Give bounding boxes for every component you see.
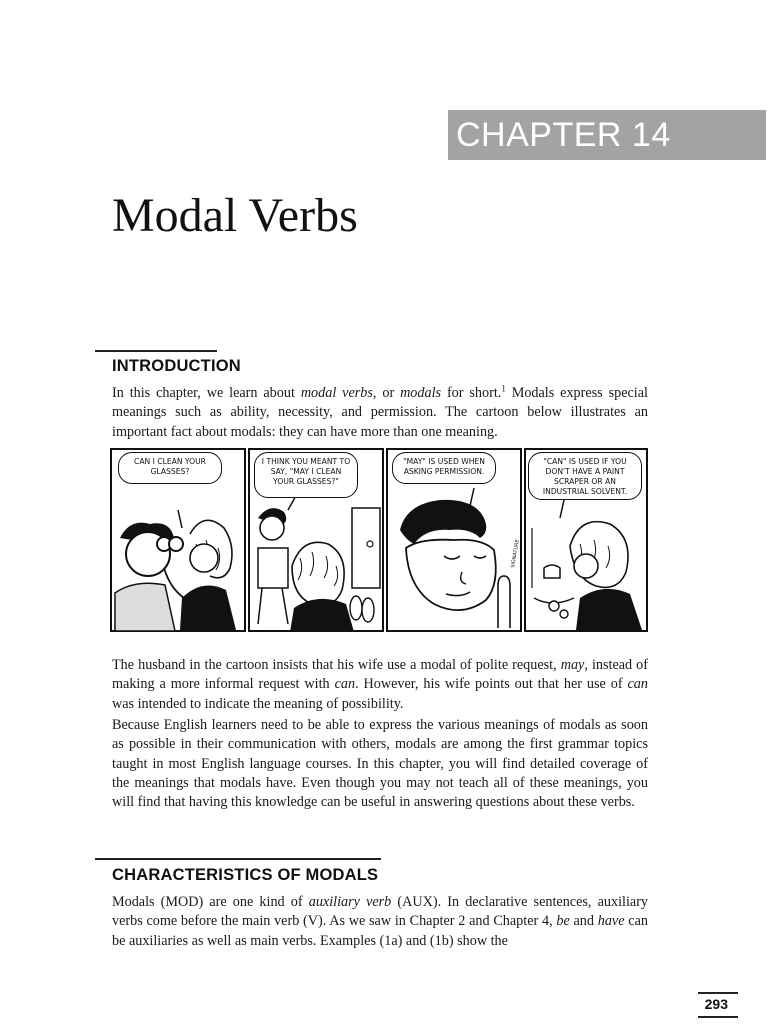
svg-text:SIGNATURE: SIGNATURE	[510, 539, 521, 569]
speech-balloon-3: "MAY" IS USED WHEN ASKING PERMISSION.	[392, 452, 496, 484]
cartoon-panel-1	[110, 448, 246, 632]
cartoon-strip	[110, 448, 648, 632]
intro-paragraph-1: In this chapter, we learn about modal verbs, or modals for short.$^1$ Modals express special meanings such as ability, necessity, and permission. The cartoon below illustrates an important fact about modals: they can have more than one meaning.	[112, 383, 648, 440]
section-rule	[95, 350, 217, 352]
cartoon-panel-4	[524, 448, 648, 632]
characteristics-paragraph-1: Modals (MOD) are one kind of auxiliary verb (AUX). In declarative sentences, auxiliary verbs come before the main verb (V). As we saw in Chapter 2 and Chapter 4, be and have can be auxiliaries as well as main verbs. Examples (1a) and (1b) show the	[112, 894, 649, 949]
cartoon-panel-3	[386, 448, 522, 632]
speech-balloon-2: I THINK YOU MEANT TO SAY, "MAY I CLEAN YOUR GLASSES?"	[254, 452, 358, 498]
cartoon-panel-2	[248, 448, 384, 632]
section-rule	[95, 858, 381, 860]
introduction-heading: INTRODUCTION	[112, 357, 241, 375]
chapter-label: CHAPTER 14	[456, 116, 671, 154]
chapter-banner	[448, 110, 766, 160]
speech-balloon-4: "CAN" IS USED IF YOU DON'T HAVE A PAINT SCRAPER OR AN INDUSTRIAL SOLVENT.	[528, 452, 642, 500]
characteristics-heading: CHARACTERISTICS OF MODALS	[112, 866, 379, 884]
intro-paragraph-3: Because English learners need to be able to express the various meanings of modals as soon as possible in their communication with others, modals are among the first grammar topics taught in most English language courses. In this chapter, you will find detailed coverage of the meanings that modals have. Even though you may not teach all of these meanings, you will find that having this knowledge can be useful in answering questions about these verbs.	[112, 717, 648, 811]
intro-paragraph-2: The husband in the cartoon insists that his wife use a modal of polite request, may, instead of making a more informal request with can. However, his wife points out that her use of can was intended to indicate the meaning of possibility.	[112, 657, 648, 712]
page-number-rule	[698, 1016, 738, 1018]
page-title: Modal Verbs	[112, 189, 358, 242]
page-number: 293	[704, 996, 728, 1012]
page-number-rule	[698, 992, 738, 994]
speech-balloon-1: CAN I CLEAN YOUR GLASSES?	[118, 452, 222, 484]
